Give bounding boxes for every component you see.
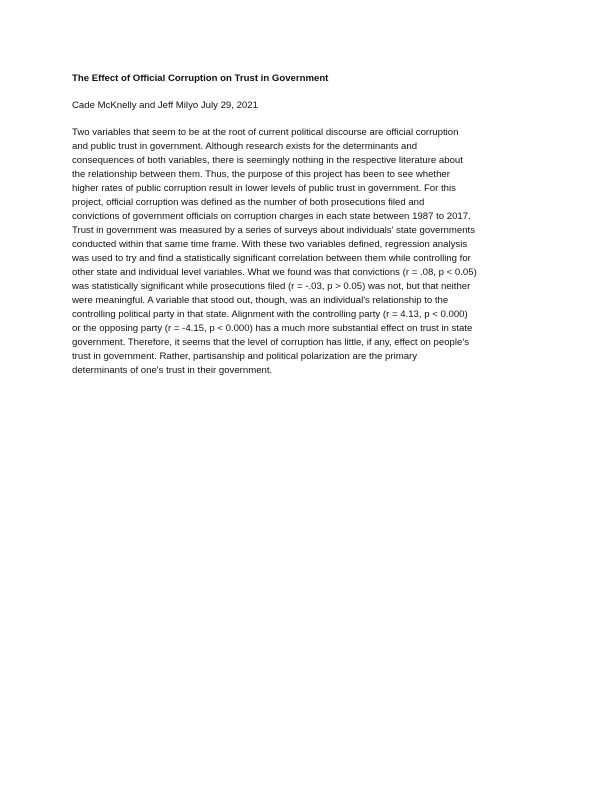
abstract-line: or the opposing party (r = -4.15, p < 0.000) has a much more substantial effect on trust in state [72,323,473,334]
abstract-line: the relationship between them. Thus, the purpose of this project has been to see whether [72,169,450,180]
abstract-line: conducted within that same time frame. With these two variables defined, regression analysis [72,239,468,250]
abstract-line: Two variables that seem to be at the root of current political discourse are official corruption [72,127,459,138]
document-title: The Effect of Official Corruption on Trust in Government [72,73,329,84]
abstract-line: higher rates of public corruption result in lower levels of public trust in government. For this [72,183,456,194]
abstract-line: government. Therefore, it seems that the level of corruption has little, if any, effect on people's [72,337,469,348]
abstract-line: was used to try and find a statistically significant correlation between them while controlling for [72,253,471,264]
abstract-line: project, official corruption was defined as the number of both prosecutions filed and [72,197,425,208]
abstract-line: determinants of one's trust in their government. [72,365,273,376]
abstract-line: trust in government. Rather, partisanship and political polarization are the primary [72,351,418,362]
abstract-line: Trust in government was measured by a series of surveys about individuals' state governments [72,225,476,236]
abstract-line: convictions of government officials on corruption charges in each state between 1987 to 2017. [72,211,471,222]
abstract-line: other state and individual level variables. What we found was that convictions (r = .08, p < 0.05) [72,267,477,278]
abstract-paragraph [72,126,552,378]
abstract-line: and public trust in government. Although research exists for the determinants and [72,141,418,152]
abstract-line: were meaningful. A variable that stood out, though, was an individual's relationship to the [72,295,449,306]
abstract-line: was statistically significant while prosecutions filed (r = -.03, p > 0.05) was not, but that neither [72,281,471,292]
abstract-line: controlling political party in that state. Alignment with the controlling party (r = 4.13, p < 0.000) [72,309,468,320]
authors-date-line: Cade McKnelly and Jeff Milyo July 29, 2021 [72,100,258,111]
document-page [72,72,552,378]
abstract-line: consequences of both variables, there is seemingly nothing in the respective literature about [72,155,463,166]
